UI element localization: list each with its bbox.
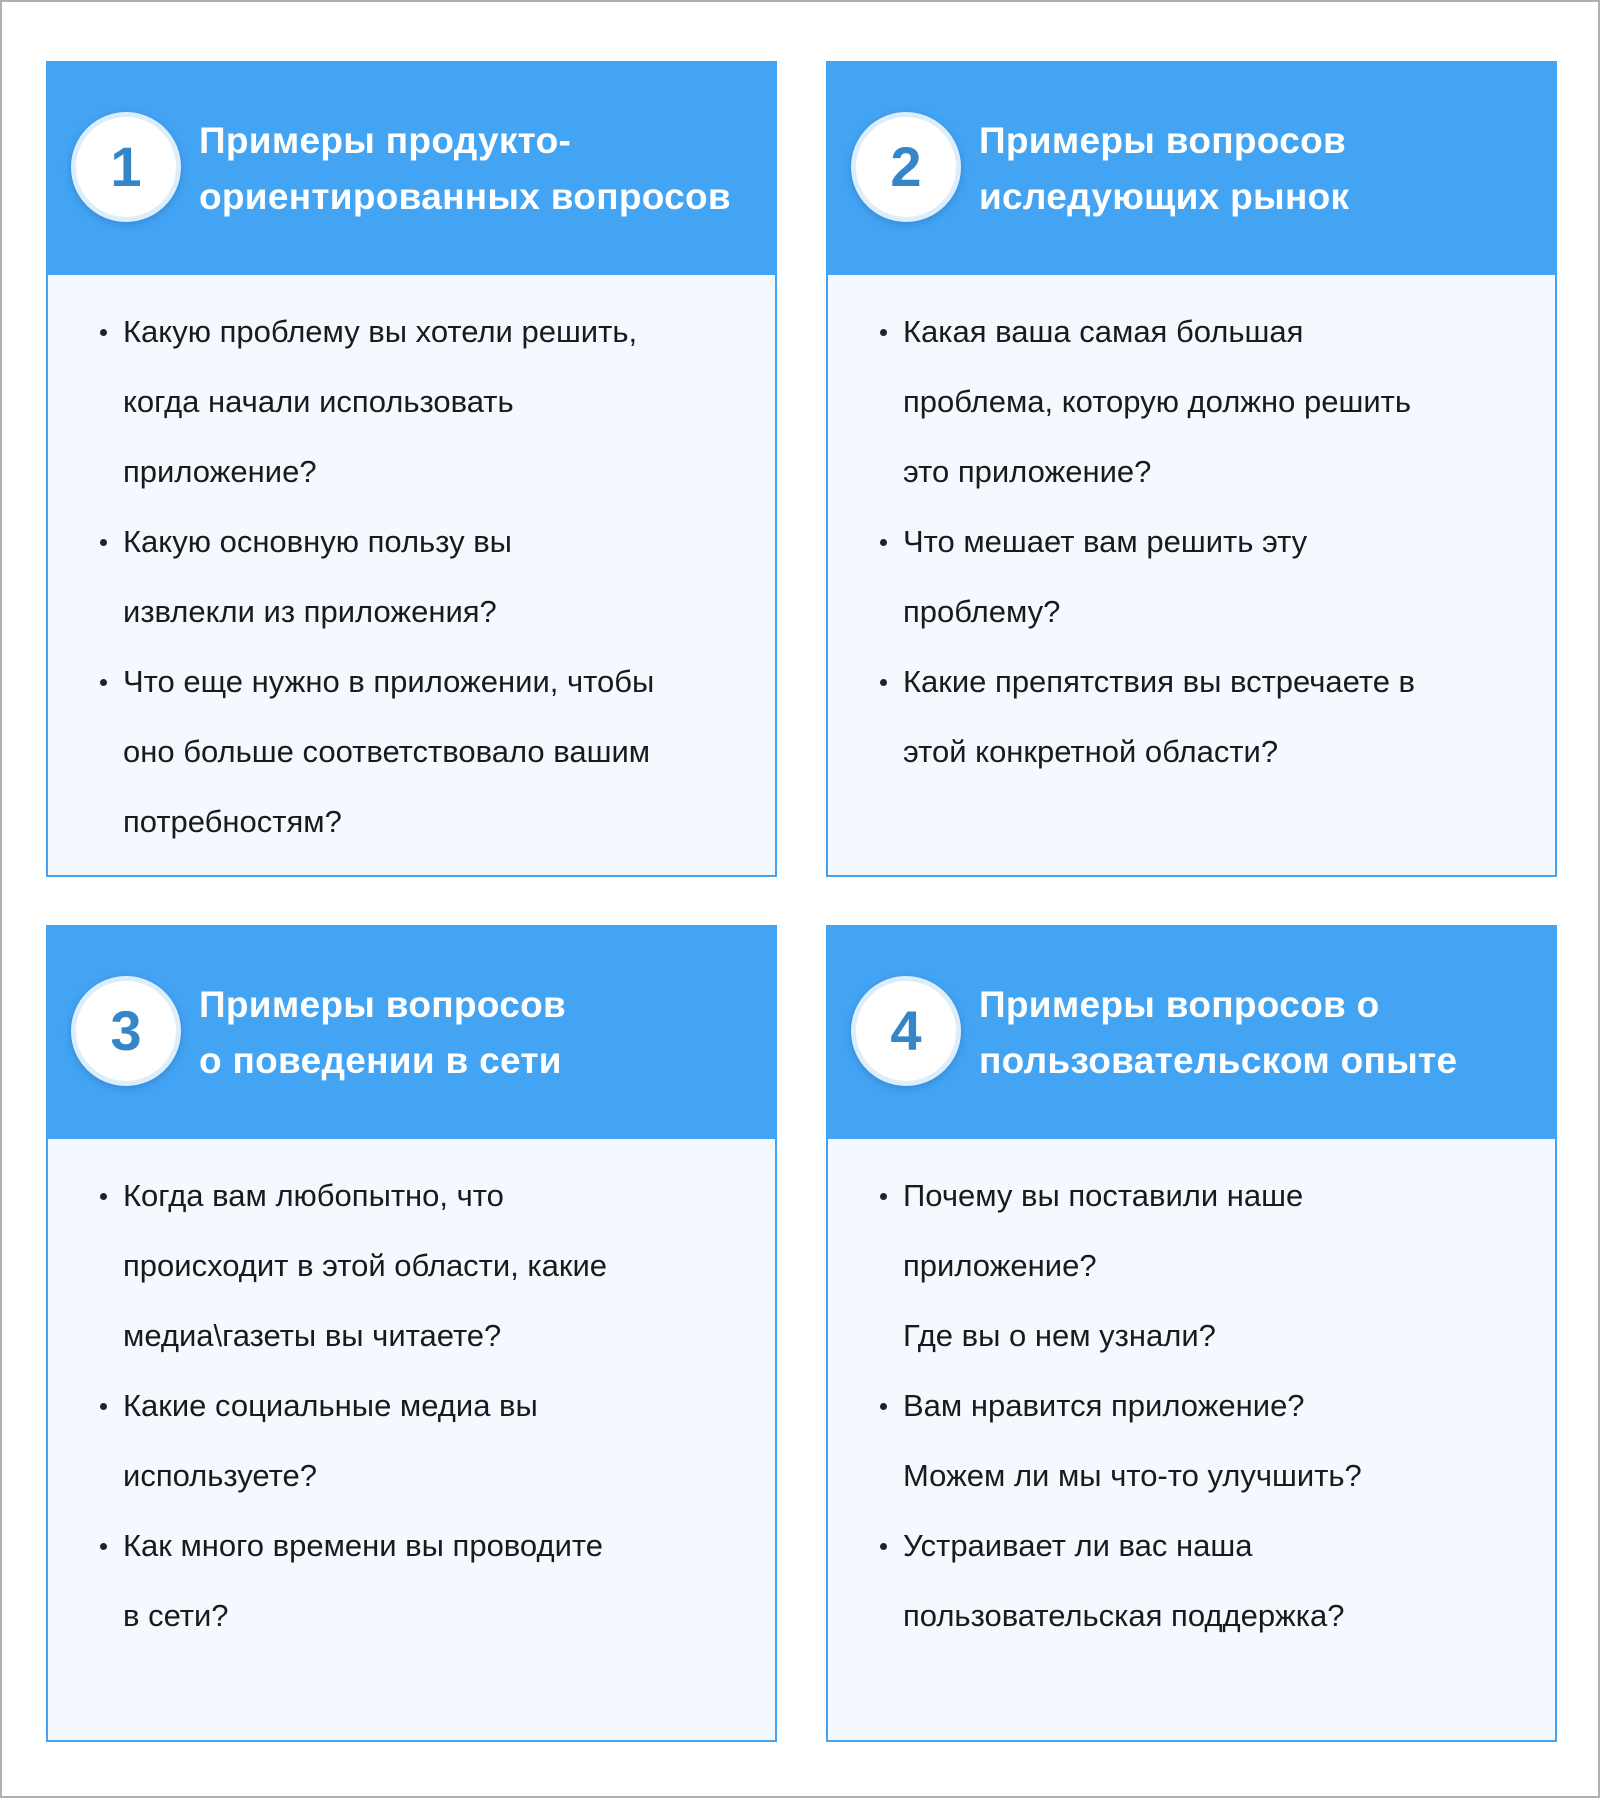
- question-line: приложение?: [123, 454, 317, 489]
- question-line: Когда вам любопытно, что: [123, 1178, 504, 1213]
- card-market-questions: [826, 61, 1557, 877]
- question-item: [878, 1161, 1515, 1371]
- question-line: Устраивает ли вас наша: [903, 1528, 1253, 1563]
- question-line: в сети?: [123, 1598, 229, 1633]
- question-item: [878, 297, 1515, 507]
- question-item: [878, 1371, 1515, 1511]
- question-line: Какую основную пользу вы: [123, 524, 512, 559]
- question-line: оно больше соответствовало вашим: [123, 734, 651, 769]
- number-badge: [851, 976, 961, 1086]
- question-line: потребностям?: [123, 804, 342, 839]
- question-line: извлекли из приложения?: [123, 594, 497, 629]
- card-body: [48, 1139, 775, 1651]
- question-line: Что мешает вам решить эту: [903, 524, 1308, 559]
- card-title: [199, 977, 759, 1089]
- card-title-line: пользовательском опыте: [979, 1040, 1458, 1081]
- question-line: пользовательская поддержка?: [903, 1598, 1345, 1633]
- card-header: [826, 925, 1557, 1139]
- card-title: [979, 113, 1539, 225]
- number-badge: [71, 976, 181, 1086]
- card-title-line: Примеры вопросов: [199, 984, 567, 1025]
- question-line: проблема, которую должно решить: [903, 384, 1412, 419]
- number-badge: [851, 112, 961, 222]
- question-item: [878, 507, 1515, 647]
- question-line: используете?: [123, 1458, 317, 1493]
- number-badge: [71, 112, 181, 222]
- card-body: [828, 275, 1555, 787]
- question-list: [878, 297, 1515, 787]
- question-line: проблему?: [903, 594, 1061, 629]
- card-user-experience-questions: [826, 925, 1557, 1742]
- question-line: Какую проблему вы хотели решить,: [123, 314, 638, 349]
- card-body: [828, 1139, 1555, 1651]
- question-line: это приложение?: [903, 454, 1152, 489]
- badge-number: 2: [890, 135, 922, 198]
- card-product-questions: [46, 61, 777, 877]
- question-list: [878, 1161, 1515, 1651]
- card-title-line: Примеры вопросов о: [979, 984, 1380, 1025]
- card-body: [48, 275, 775, 857]
- question-line: Как много времени вы проводите: [123, 1528, 603, 1563]
- question-line: приложение?: [903, 1248, 1097, 1283]
- question-item: [878, 1511, 1515, 1651]
- card-title-line: Примеры продукто-: [199, 120, 572, 161]
- badge-number: 3: [110, 999, 142, 1062]
- question-item: [98, 1371, 735, 1511]
- question-line: Какая ваша самая большая: [903, 314, 1304, 349]
- card-title-line: Примеры вопросов: [979, 120, 1347, 161]
- question-list: [98, 1161, 735, 1651]
- question-line: Какие препятствия вы встречаете в: [903, 664, 1416, 699]
- question-line: происходит в этой области, какие: [123, 1248, 608, 1283]
- question-item: [98, 1161, 735, 1371]
- question-item: [98, 647, 735, 857]
- question-line: Почему вы поставили наше: [903, 1178, 1304, 1213]
- question-line: Можем ли мы что-то улучшить?: [903, 1458, 1362, 1493]
- question-list: [98, 297, 735, 857]
- card-header: [826, 61, 1557, 275]
- card-online-behavior-questions: [46, 925, 777, 1742]
- question-item: [98, 1511, 735, 1651]
- badge-number: 1: [110, 135, 142, 198]
- card-title-line: ориентированных вопросов: [199, 176, 731, 217]
- card-title-line: о поведении в сети: [199, 1040, 562, 1081]
- question-line: Где вы о нем узнали?: [903, 1318, 1216, 1353]
- question-line: Что еще нужно в приложении, чтобы: [123, 664, 655, 699]
- badge-number: 4: [890, 999, 922, 1062]
- question-item: [98, 507, 735, 647]
- card-title-line: иследующих рынок: [979, 176, 1350, 217]
- question-line: Какие социальные медиа вы: [123, 1388, 538, 1423]
- question-item: [98, 297, 735, 507]
- card-header: [46, 61, 777, 275]
- card-title: [979, 977, 1539, 1089]
- question-line: Вам нравится приложение?: [903, 1388, 1305, 1423]
- question-line: медиа\газеты вы читаете?: [123, 1318, 502, 1353]
- question-line: этой конкретной области?: [903, 734, 1279, 769]
- card-header: [46, 925, 777, 1139]
- question-line: когда начали использовать: [123, 384, 514, 419]
- question-item: [878, 647, 1515, 787]
- card-title: [199, 113, 759, 225]
